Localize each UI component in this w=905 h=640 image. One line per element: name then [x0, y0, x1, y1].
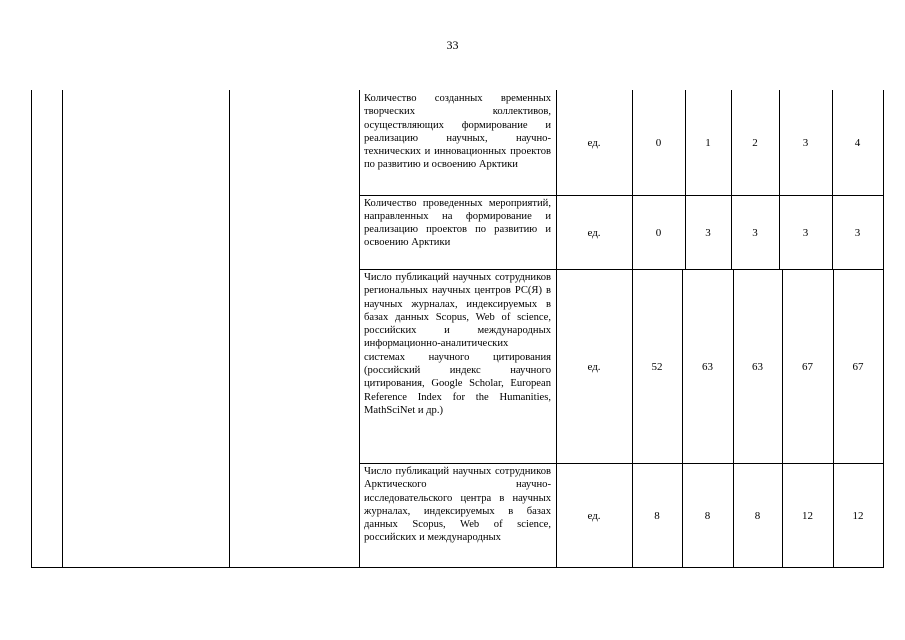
column-border — [832, 90, 833, 269]
column-border — [685, 90, 686, 269]
column-border — [62, 90, 63, 568]
value-cell: 67 — [802, 361, 813, 373]
column-border — [359, 90, 360, 568]
value-cell: 63 — [752, 361, 763, 373]
column-border — [782, 269, 783, 568]
row-border — [359, 269, 884, 270]
value-cell: 0 — [655, 227, 662, 239]
column-border — [682, 269, 683, 568]
value-cell: 8 — [704, 510, 711, 522]
column-border — [556, 90, 557, 568]
row-border — [359, 463, 884, 464]
value-cell: 3 — [752, 227, 758, 239]
column-border — [731, 90, 732, 269]
value-cell: 3 — [705, 227, 711, 239]
column-border — [779, 90, 780, 269]
value-cell: 12 — [802, 510, 813, 522]
column-border — [632, 90, 633, 568]
value-cell: 63 — [702, 361, 713, 373]
value-cell: 4 — [854, 137, 861, 149]
value-cell: 3 — [854, 227, 861, 239]
column-border — [229, 90, 230, 568]
column-border — [733, 269, 734, 568]
value-cell: 1 — [705, 137, 711, 149]
indicator-text: Число публикаций научных сотрудников региональных научных центров РС(Я) в научных журналах, индексируемых в базах данных Scopus, Web of science, российских и международных информационно-аналитических системах научного цитирования (российский индекс научного цитирования, Google Scholar, European Reference Index for the Humanities, MathSciNet и др.) — [364, 272, 551, 416]
value-cell: 52 — [651, 361, 663, 373]
value-cell: 8 — [754, 510, 761, 522]
indicator-text: Количество проведенных мероприятий, направленных на формирование и реализацию проектов по развитию и освоению Арктики — [364, 198, 551, 248]
indicator-text: Число публикаций научных сотрудников Арктического научно-исследовательского центра в научных журналах, индексируемых в базах данных Scopus, Web of science, российских и международных — [364, 466, 551, 544]
table-bottom-border — [31, 567, 884, 568]
page-number: 33 — [446, 38, 459, 52]
value-cell: 8 — [654, 510, 660, 522]
value-cell: 12 — [852, 510, 864, 522]
column-border — [833, 269, 834, 568]
value-cell: 3 — [802, 137, 809, 149]
unit-cell: ед. — [587, 361, 601, 373]
row-border — [359, 195, 884, 196]
column-border — [31, 90, 32, 568]
value-cell: 2 — [752, 137, 758, 149]
value-cell: 67 — [852, 361, 864, 373]
unit-cell: ед. — [587, 510, 601, 522]
unit-cell: ед. — [587, 227, 601, 239]
value-cell: 0 — [655, 137, 662, 149]
column-border — [883, 269, 884, 568]
value-cell: 3 — [802, 227, 809, 239]
unit-cell: ед. — [587, 137, 601, 149]
column-border — [883, 90, 884, 269]
indicator-text: Количество созданных временных творческих коллективов, осуществляющих формирование и реализацию научных, научно-технических и инновационных проектов по развитию и освоению Арктики — [364, 93, 551, 171]
